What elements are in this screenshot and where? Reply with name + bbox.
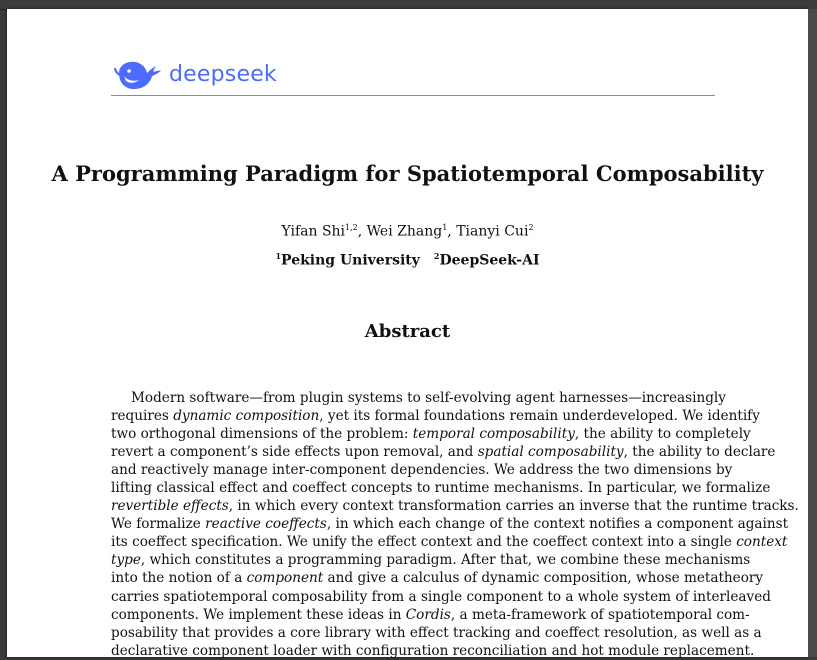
paper-title: A Programming Paradigm for Spatiotemporal Composability: [51, 161, 764, 186]
viewer-scrollbar[interactable]: [808, 9, 817, 657]
abstract-line: [111, 443, 776, 461]
abstract-text: lifting classical effect and coeffect concepts to runtime mechanisms. In particular, we formalize: [111, 480, 771, 497]
abstract-text: carries spatiotemporal composability from a single component to a whole system of interleaved: [111, 588, 771, 605]
header-divider: [111, 95, 715, 96]
brand-wordmark: deepseek: [169, 62, 277, 87]
abstract-emphasis: Cordis: [405, 606, 451, 623]
abstract-line: [111, 389, 726, 407]
abstract-emphasis: revertible effects: [111, 498, 229, 515]
abstract-text: revert a component’s side effects upon removal, and: [111, 444, 478, 461]
abstract-line: [111, 515, 789, 533]
abstract-line: [111, 606, 750, 624]
abstract-line: [111, 461, 733, 479]
author-affiliation-sup: 1: [442, 223, 448, 232]
abstract-text: requires: [111, 408, 174, 425]
abstract-text: Modern software—from plugin systems to self-evolving agent harnesses—increasingly: [131, 390, 726, 406]
abstract-line: [111, 407, 760, 425]
abstract-emphasis: spatial composability: [477, 444, 624, 461]
abstract-line: [111, 642, 755, 660]
pdf-page: [7, 9, 808, 657]
abstract-emphasis: context: [736, 534, 788, 551]
abstract-text: components. We implement these ideas in: [111, 606, 406, 623]
abstract-text: into the notion of a: [111, 570, 247, 587]
abstract-line: [111, 624, 762, 642]
abstract-line: [111, 497, 799, 515]
abstract-text: and reactively manage inter-component dependencies. We address the two dimensions by: [111, 462, 733, 479]
abstract-emphasis: temporal composability: [412, 426, 575, 443]
abstract-text: and give a calculus of dynamic composition, whose metatheory: [323, 570, 764, 587]
abstract-heading: Abstract: [364, 321, 451, 342]
affiliation-sup: 2: [433, 251, 440, 261]
affiliation-name: DeepSeek-AI: [439, 252, 540, 269]
abstract-text: , in which each change of the context notifies a component against: [326, 516, 789, 533]
abstract-emphasis: dynamic composition: [173, 408, 320, 425]
abstract-emphasis: component: [246, 570, 324, 587]
abstract-line: [111, 533, 788, 551]
abstract-text: declarative component loader with configuration reconciliation and hot module replacement.: [111, 642, 755, 659]
abstract-text: , in which every context transformation carries an inverse that the runtime tracks.: [228, 498, 799, 515]
abstract-line: [111, 569, 764, 587]
affiliation-list: [7, 251, 808, 269]
affiliation-sup: 1: [275, 251, 282, 261]
abstract-text: two orthogonal dimensions of the problem:: [111, 426, 413, 443]
author-name: Yifan Shi: [281, 223, 346, 240]
abstract-text: , the ability to completely: [574, 426, 751, 443]
deepseek-logo: [113, 57, 277, 93]
abstract-text: We formalize: [111, 516, 206, 533]
abstract-text: , which constitutes a programming paradigm. After that, we combine these mechanisms: [140, 552, 751, 569]
author-affiliation-sup: 2: [528, 223, 534, 232]
abstract-line: [111, 425, 751, 443]
abstract-text: , yet its formal foundations remain underdeveloped. We identify: [319, 408, 760, 425]
whale-icon: [113, 59, 163, 91]
abstract-body: [111, 389, 799, 660]
abstract-emphasis: reactive coeffects: [205, 516, 327, 533]
author-name: Wei Zhang: [366, 223, 443, 240]
author-name: Tianyi Cui: [456, 223, 529, 240]
abstract-text: its coeffect specification. We unify the effect context and the coeffect context into a single: [111, 534, 737, 551]
affiliation-name: Peking University: [281, 252, 420, 269]
abstract-line: [111, 588, 771, 606]
abstract-line: [111, 479, 771, 497]
author-affiliation-sup: 1,2: [345, 223, 358, 232]
abstract-line: [111, 551, 751, 569]
author-list: Yifan Shi$^{1,2}$, Wei Zhang$^1$, Tianyi Cui$^2$: [281, 223, 534, 240]
abstract-text: posability that provides a core library with effect tracking and coeffect resolution, as well as a: [111, 624, 762, 641]
abstract-emphasis: type: [111, 552, 141, 569]
abstract-text: , a meta-framework of spatiotemporal com-: [450, 606, 750, 623]
abstract-text: , the ability to declare: [623, 444, 776, 461]
